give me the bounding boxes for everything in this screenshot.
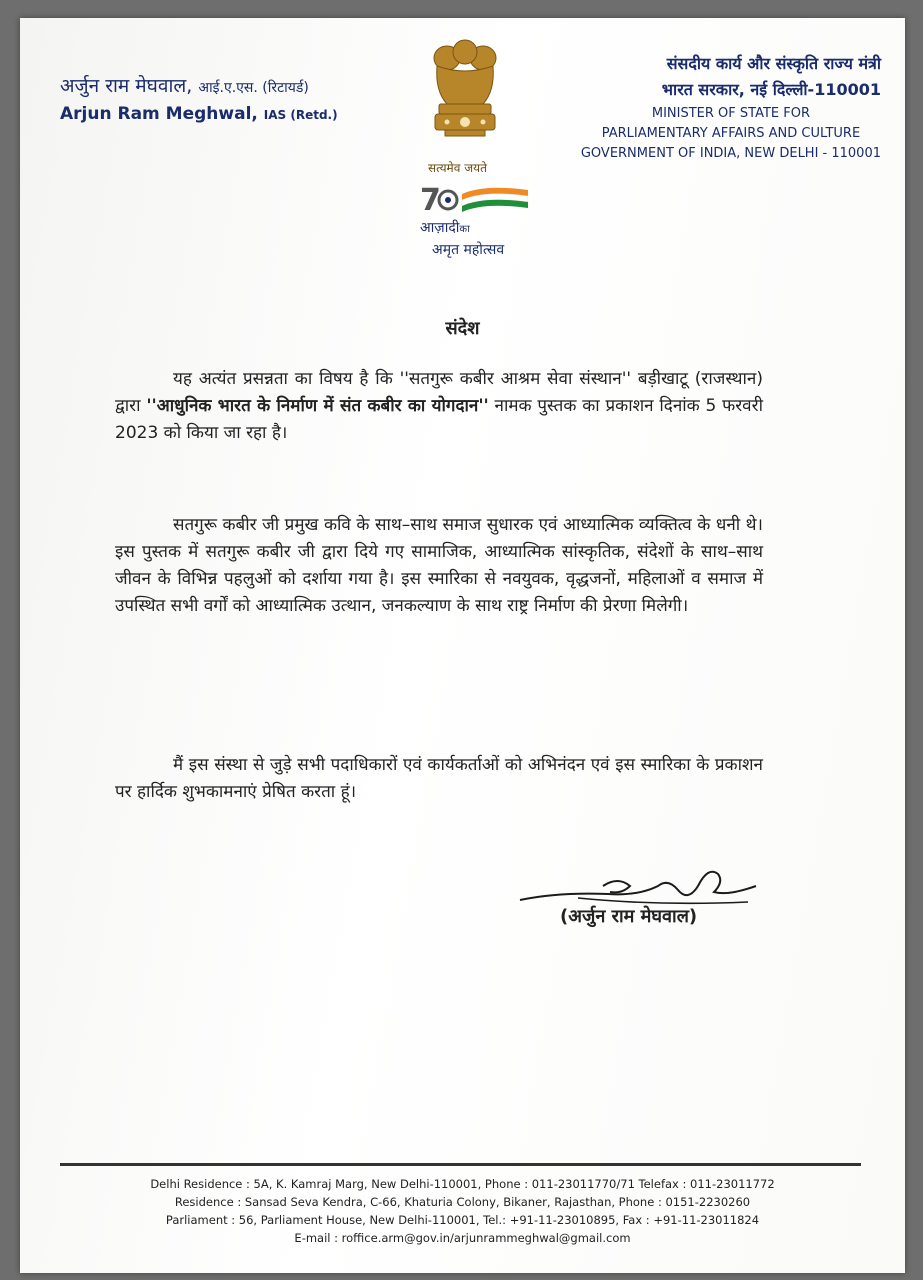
footer-parliament: Parliament : 56, Parliament House, New Delhi-110001, Tel.: +91-11-23010895, Fax : +91-11-23011824 (165, 1213, 760, 1227)
office-english (581, 104, 881, 164)
national-emblem-icon (425, 36, 505, 158)
azadi-ka: का (459, 224, 470, 235)
azadi-text-line2: अमृत महोत्सव (432, 242, 505, 258)
footer-divider (60, 1163, 861, 1166)
emblem-motto: सत्यमेव जयते (428, 161, 487, 175)
sender-name-english (60, 104, 338, 124)
svg-text:7: 7 (420, 183, 441, 218)
footer-email: E-mail : roffice.arm@gov.in/arjunrammeghwal@gmail.com (294, 1231, 631, 1245)
azadi-text-line1 (420, 218, 470, 237)
letter-page (20, 18, 905, 1273)
office-english-line3: GOVERNMENT OF INDIA, NEW DELHI - 110001 (580, 146, 881, 161)
footer-residence: Residence : Sansad Seva Kendra, C-66, Khaturia Colony, Bikaner, Rajasthan, Phone : 0151-2230260 (174, 1195, 751, 1209)
signatory-name: (अर्जुन राम मेघवाल) (560, 906, 698, 927)
footer-contact (20, 1175, 905, 1247)
sender-title-english: IAS (Retd.) (263, 108, 338, 122)
sender-title-hindi: आई.ए.एस. (रिटायर्ड) (198, 80, 309, 96)
footer-delhi-residence: Delhi Residence : 5A, K. Kamraj Marg, New Delhi-110001, Phone : 011-23011770/71 Telefax : 011-23011772 (150, 1177, 775, 1191)
sender-name-block (60, 72, 338, 124)
office-block (581, 52, 881, 164)
paragraph-2: सतगुरू कबीर जी प्रमुख कवि के साथ–साथ समाज सुधारक एवं आध्यात्मिक व्यक्तित्व के धनी थे। इस पुस्तक में सतगुरू कबीर जी द्वारा दिये गए सामाजिक, आध्यात्मिक सांस्कृतिक, संदेशों के साथ–साथ जीवन के विभिन्न पहलुओं को दर्शाया गया है। इस स्मारिका से नवयुवक, वृद्धजनों, महिलाओं व समाज में उपस्थित सभी वर्गों को आध्यात्मिक उत्थान, जनकल्याण के साथ राष्ट्र निर्माण की प्रेरणा मिलेगी। (115, 515, 763, 616)
azadi-word: आज़ादी (420, 220, 460, 236)
letter-title: संदेश (445, 318, 480, 339)
office-hindi-line1: संसदीय कार्य और संस्कृति राज्य मंत्री (666, 54, 881, 73)
office-english-line1: MINISTER OF STATE FOR (651, 106, 810, 121)
sender-name-english-text: Arjun Ram Meghwal, (60, 104, 258, 124)
sender-name-hindi-text: अर्जुन राम मेघवाल, (60, 75, 193, 97)
paragraph-1-part-a: यह अत्यंत प्रसन्नता का विषय है कि ''सतगुरू कबीर आश्रम सेवा संस्थान'' बड़ीखाटू (राजस्थान) द्वारा (115, 369, 763, 416)
book-title: ''आधुनिक भारत के निर्माण में संत कबीर का योगदान'' (146, 396, 489, 416)
azadi-logo-icon (418, 180, 528, 222)
sender-name-hindi (60, 72, 338, 98)
paragraph-3: मैं इस संस्था से जुड़े सभी पदाधिकारों एवं कार्यकर्ताओं को अभिनंदन एवं इस स्मारिका के प्रकाशन पर हार्दिक शुभकामनाएं प्रेषित करता हूं। (115, 755, 763, 802)
office-hindi-line2: भारत सरकार, नई दिल्ली-110001 (661, 80, 881, 99)
paragraph-1 (115, 366, 763, 447)
paragraph-1-part-b: नामक पुस्तक का प्रकाशन दिनांक 5 फरवरी 2023 को किया जा रहा है। (115, 396, 763, 443)
office-english-line2: PARLIAMENTARY AFFAIRS AND CULTURE (601, 126, 861, 141)
